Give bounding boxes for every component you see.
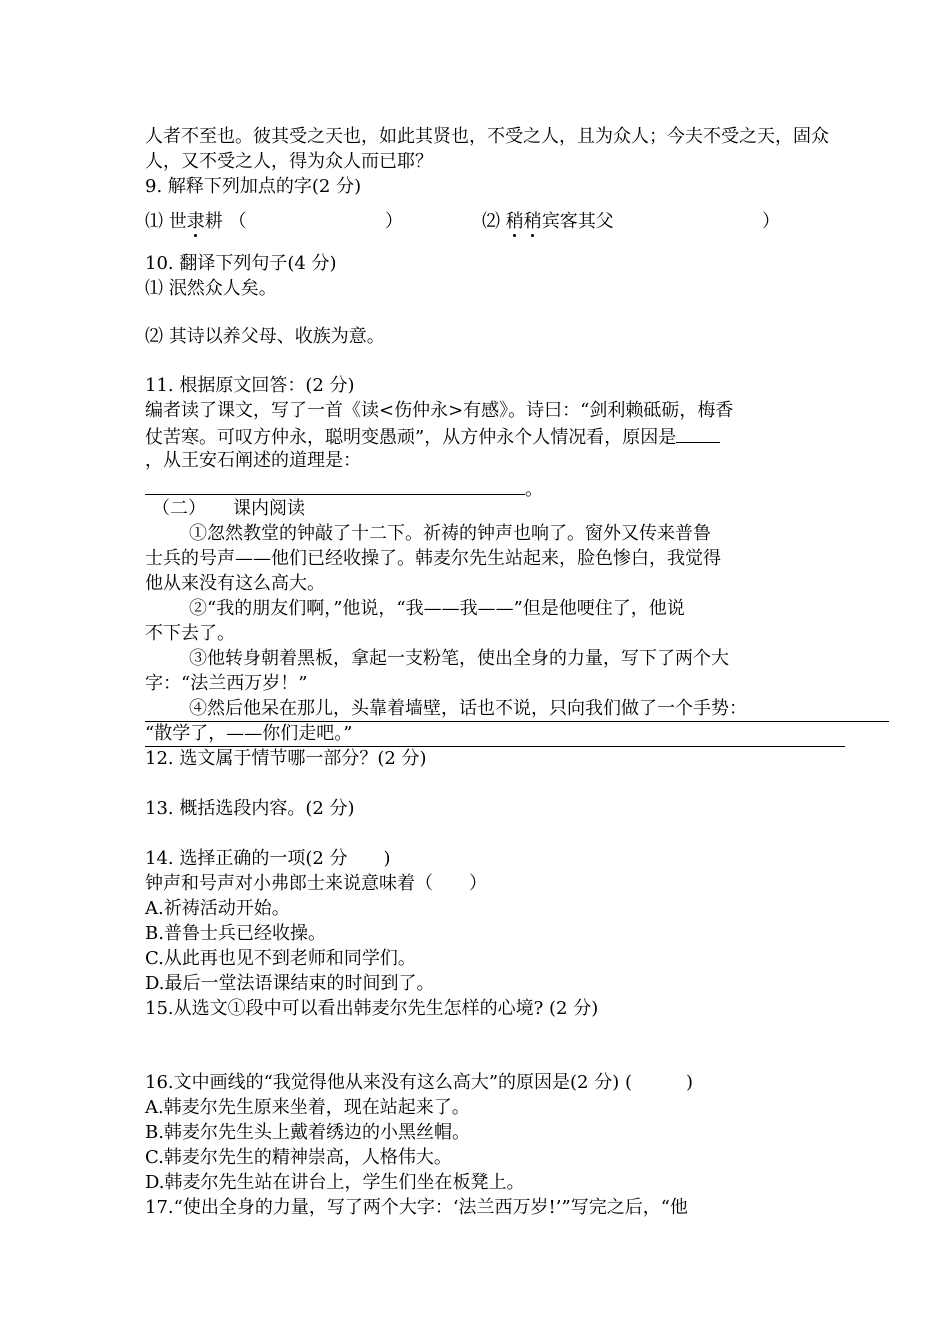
q16-option-a: A.韩麦尔先生原来坐着，现在站起来了。: [145, 1097, 470, 1118]
q10-sentence-1: ⑴ 泯然众人矣。: [145, 278, 277, 299]
q16-option-b: B.韩麦尔先生头上戴着绣边的小黑丝帽。: [145, 1122, 470, 1143]
passage-end-line-2: 人，又不受之人，得为众人而已耶？: [145, 151, 433, 172]
para-2-line-1: ②“我的朋友们啊，”他说，“我——我——”但是他哽住了，他说: [189, 598, 685, 619]
q14-stem: 钟声和号声对小弗郎士来说意味着（ ）: [145, 873, 487, 894]
q13: 13. 概括选段内容。(2 分): [145, 798, 355, 819]
q9-dotted-char: 隶: [186, 211, 205, 232]
para-2-line-2: 不下去了。: [145, 623, 235, 644]
q17: 17.“使出全身的力量，写了两个大字：‘法兰西万岁!’”写完之后，“他: [145, 1197, 688, 1218]
q9-items: [145, 210, 845, 234]
q14-option-b: B.普鲁士兵已经收操。: [145, 923, 326, 944]
para-1-line-2: 士兵的号声——他们已经收操了。韩麦尔先生站起来，脸色惨白，我觉得: [145, 548, 721, 569]
q14-option-a: A.祈祷活动开始。: [145, 898, 290, 919]
q14-option-d: D.最后一堂法语课结束的时间到了。: [145, 973, 435, 994]
q11-line-3: ，从王安石阐述的道理是：: [145, 450, 361, 471]
q10-title: 10. 翻译下列句子(4 分): [145, 253, 337, 274]
para-4-line-1: ④然后他呆在那儿，头靠着墙壁，话也不说，只向我们做了一个手势：: [145, 697, 889, 722]
q14-option-c: C.从此再也见不到老师和同学们。: [145, 948, 416, 969]
q11-line-1: 编者读了课文，写了一首《读<伤仲永>有感》。诗曰：“剑利赖砥砺，梅香: [145, 400, 734, 421]
q16-option-c: C.韩麦尔先生的精神崇高，人格伟大。: [145, 1147, 452, 1168]
q15: 15.从选文①段中可以看出韩麦尔先生怎样的心境? (2 分): [145, 998, 599, 1019]
q9-item2-close: ）: [762, 211, 780, 232]
q12: 12. 选文属于情节哪一部分？(2 分): [145, 748, 427, 769]
q11-line-4: 。: [145, 474, 845, 502]
para-3-line-2: 字：“法兰西万岁！”: [145, 673, 308, 694]
q16-option-d: D.韩麦尔先生站在讲台上，学生们坐在板凳上。: [145, 1172, 525, 1193]
q9-title: 9. 解释下列加点的字(2 分): [145, 176, 362, 197]
q11-answer-blank-2[interactable]: [145, 474, 525, 495]
passage-end-line-1: 人者不至也。彼其受之天也，如此其贤也，不受之人，且为众人；今夫不受之天，固众: [145, 126, 829, 147]
para-1-line-3: 他从来没有这么高大。: [145, 573, 325, 594]
q9-item2: ⑵ 稍稍宾客其父: [482, 211, 614, 232]
q11-line-2: 仗苦寒。可叹方仲永，聪明变愚顽”，从方仲永个人情况看，原因是: [145, 424, 845, 450]
q11-answer-blank-1[interactable]: [676, 424, 720, 443]
q9-item1: ⑴ 世隶耕 （: [145, 211, 247, 232]
q14-title: 14. 选择正确的一项(2 分 ): [145, 848, 391, 869]
q11-title: 11. 根据原文回答：(2 分): [145, 375, 355, 396]
para-1-line-1: ①忽然教堂的钟敲了十二下。祈祷的钟声也响了。窗外又传来普鲁: [189, 523, 711, 544]
q10-sentence-2: ⑵ 其诗以养父母、收族为意。: [145, 326, 385, 347]
section-2-header: （二） 课内阅读: [152, 498, 305, 519]
q16-title: 16.文中画线的“我觉得他从来没有这么高大”的原因是(2 分) ( ): [145, 1072, 694, 1093]
q9-item1-close: ）: [385, 211, 403, 232]
para-3-line-1: ③他转身朝着黑板，拿起一支粉笔，使出全身的力量，写下了两个大: [189, 648, 729, 669]
para-4-line-2: “散学了，——你们走吧。”: [145, 722, 845, 747]
